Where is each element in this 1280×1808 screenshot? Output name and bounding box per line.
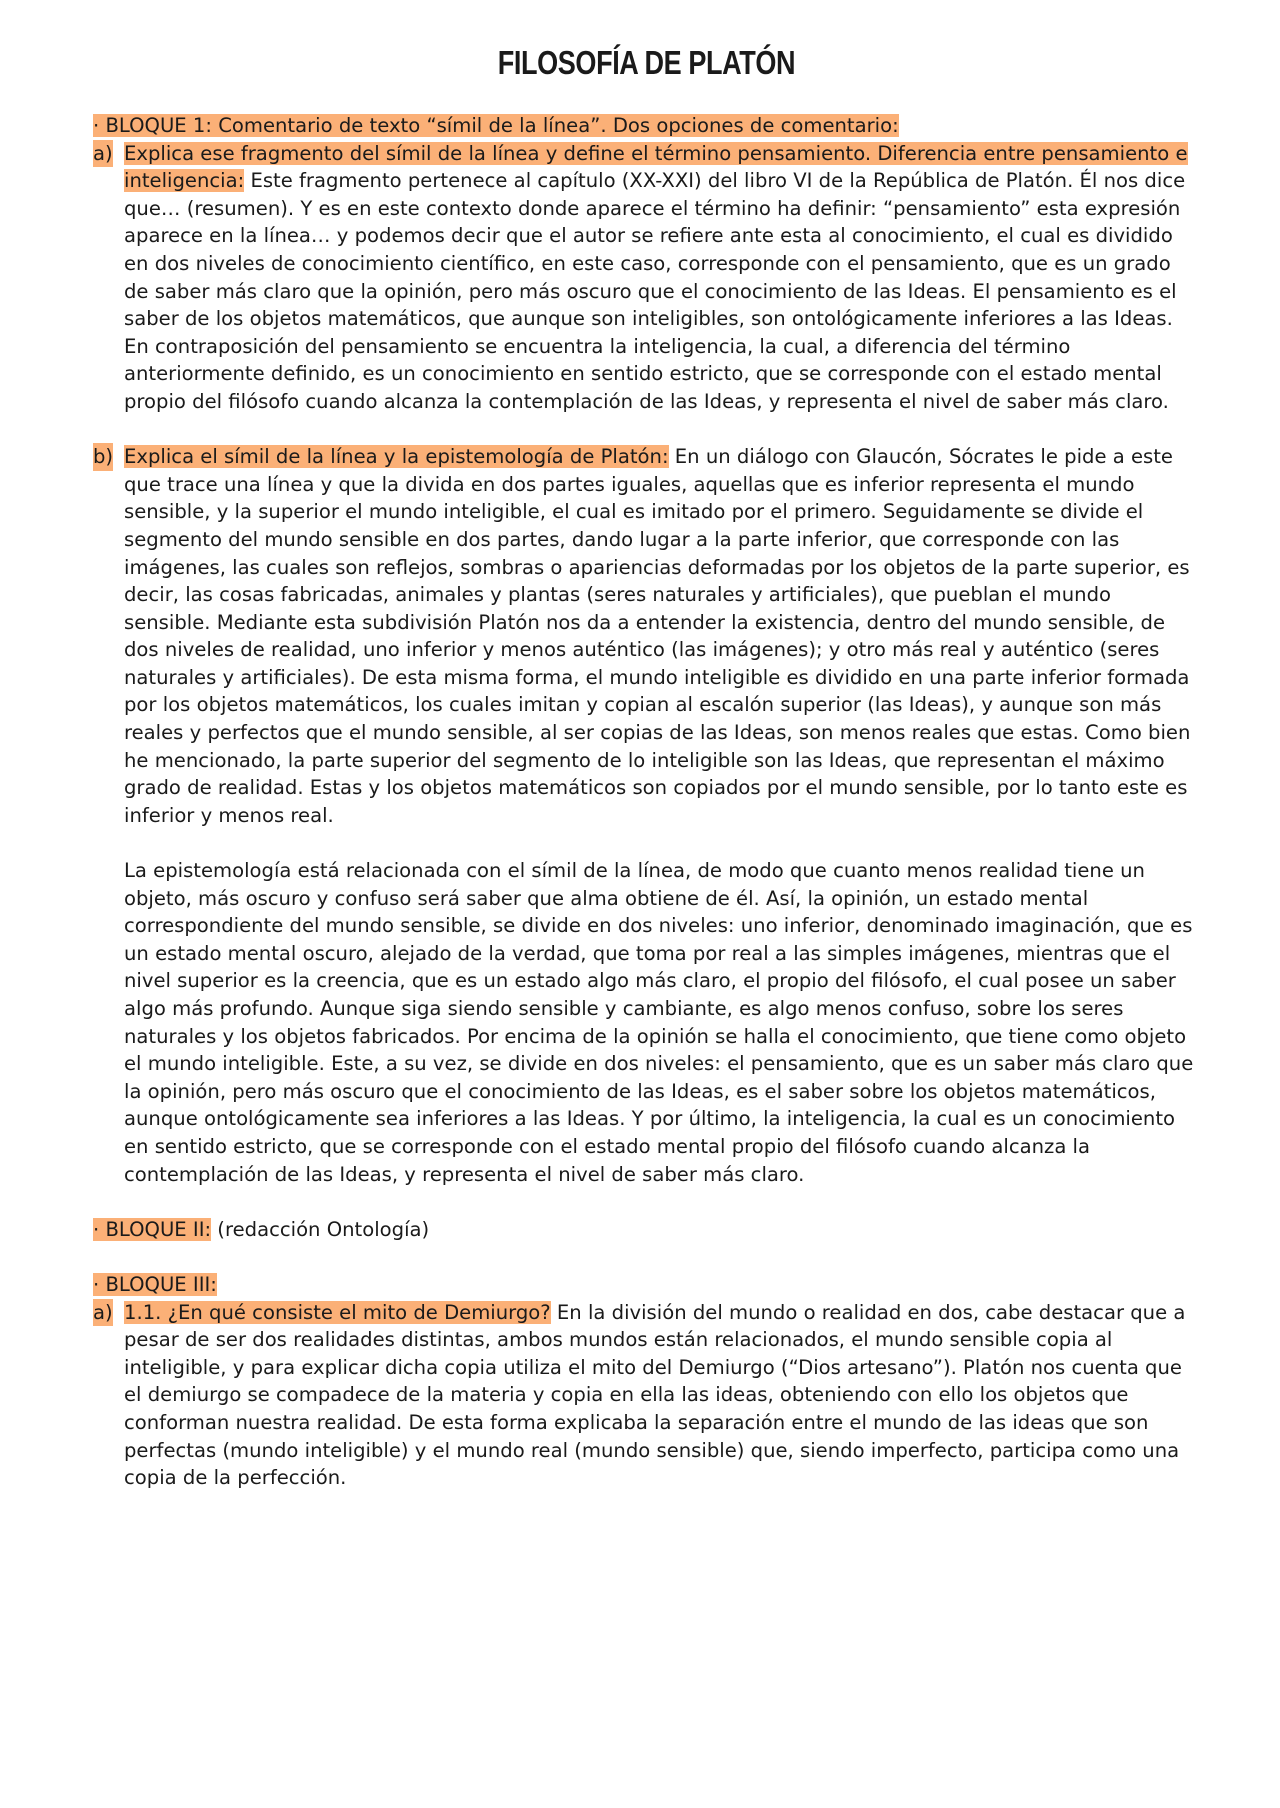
bloque-2-note: (redacción Ontología) <box>211 1217 430 1241</box>
bloque-3-option-a-answer: En la división del mundo o realidad en dos, cabe destacar que a pesar de ser dos realidades distintas, ambos mundos están relacionados, el mundo sensible copia al inteligible, y para explicar dicha copia utiliza el mito del Demiurgo (“Dios artesano”). Platón nos cuenta que el demiurgo se compadece de la materia y copia en ella las ideas, obteniendo con ello los objetos que conforman nuestra realidad. De esta forma explicaba la separación entre el mundo de las ideas que son perfectas (mundo inteligible) y el mundo real (mundo sensible) que, siendo imperfecto, participa como una copia de la perfección. <box>124 1300 1186 1490</box>
bloque-3-heading: · BLOQUE III: <box>93 1272 217 1296</box>
bloque-1-option-a <box>93 140 1200 416</box>
bloque-1-option-b <box>93 443 1200 829</box>
option-b-answer: En un diálogo con Glaucón, Sócrates le pide a este que trace una línea y que la divida en dos partes iguales, aquellas que es inferior representa el mundo sensible, y la superior el mundo inteligible, el cual es imitado por el primero. Seguidamente se divide el segmento del mundo sensible en dos partes, dando lugar a la parte inferior, que corresponde con las imágenes, las cuales son reflejos, sombras o apariencias deformadas por los objetos de la parte superior, es decir, las cosas fabricadas, animales y plantas (seres naturales y artificiales), que pueblan el mundo sensible. Mediante esta subdivisión Platón nos da a entender la existencia, dentro del mundo sensible, de dos niveles de realidad, uno inferior y menos auténtico (las imágenes); y otro más real y auténtico (seres naturales y artificiales). De esta misma forma, el mundo inteligible es dividido en una parte inferior formada por los objetos matemáticos, los cuales imitan y copian al escalón superior (las Ideas), y aunque son más reales y perfectos que el mundo sensible, al ser copias de las Ideas, son menos reales que estas. Como bien he mencionado, la parte superior del segmento de lo inteligible son las Ideas, que representan el máximo grado de realidad. Estas y los objetos matemáticos son copiados por el mundo sensible, por lo tanto este es inferior y menos real. <box>124 445 1191 827</box>
option-b-answer-continued: La epistemología está relacionada con el símil de la línea, de modo que cuanto menos realidad tiene un objeto, más oscuro y confuso será saber que alma obtiene de él. Así, la opinión, un estado mental correspondiente del mundo sensible, se divide en dos niveles: uno inferior, denominado imaginación, que es un estado mental oscuro, alejado de la verdad, que toma por real a las simples imágenes, mientras que el nivel superior es la creencia, que es un estado algo más claro, el propio del filósofo, el cual posee un saber algo más profundo. Aunque siga siendo sensible y cambiante, es algo menos confuso, sobre los seres naturales y los objetos fabricados. Por encima de la opinión se halla el conocimiento, que tiene como objeto el mundo inteligible. Este, a su vez, se divide en dos niveles: el pensamiento, que es un saber más claro que la opinión, pero más oscuro que el conocimiento de las Ideas, es el saber sobre los objetos matemáticos, aunque ontológicamente sea inferiores a las Ideas. Y por último, la inteligencia, la cual es un conocimiento en sentido estricto, que se corresponde con el estado mental propio del filósofo cuando alcanza la contemplación de las Ideas, y representa el nivel de saber más claro. <box>124 859 1194 1186</box>
option-a-answer: Este fragmento pertenece al capítulo (XX-XXI) del libro VI de la República de Platón. Él nos dice que… (resumen). Y es en este contexto donde aparece el término ha definir: “pensamiento” esta expresión aparece en la línea… y podemos decir que el autor se refiere ante esta al conocimiento, el cual es dividido en dos niveles de conocimiento científico, en este caso, corresponde con el pensamiento, que es un grado de saber más claro que la opinión, pero más oscuro que el conocimiento de las Ideas. El pensamiento es el saber de los objetos matemáticos, que aunque son inteligibles, son ontológicamente inferiores a las Ideas. En contraposición del pensamiento se encuentra la inteligencia, la cual, a diferencia del término anteriormente definido, es un conocimiento en sentido estricto, que se corresponde con el estado mental propio del filósofo cuando alcanza la contemplación de las Ideas, y representa el nivel de saber más claro. <box>124 169 1186 413</box>
option-b-question: Explica el símil de la línea y la epistemología de Platón: <box>124 445 669 469</box>
bloque-2-heading: · BLOQUE II: <box>93 1217 212 1241</box>
bloque-1 <box>93 112 1200 1188</box>
option-a-marker: a) <box>93 140 113 168</box>
bloque-3-option-a-marker: a) <box>93 1299 113 1327</box>
option-b-marker: b) <box>93 443 113 471</box>
bloque-3-option-a <box>93 1299 1200 1492</box>
bloque-3-option-a-question: 1.1. ¿En qué consiste el mito de Demiurgo? <box>124 1300 551 1324</box>
bloque-3 <box>93 1271 1200 1492</box>
page-title: FILOSOFÍA DE PLATÓN <box>497 44 796 81</box>
bloque-1-heading <box>93 112 1200 140</box>
option-a-question: Explica ese fragmento del símil de la línea y define el término pensamiento. Diferencia entre pensamiento e inteligencia: <box>124 141 1188 193</box>
bloque-1-heading-text: · BLOQUE 1: Comentario de texto “símil de la línea”. Dos opciones de comentario: <box>93 114 899 137</box>
bloque-2 <box>93 1216 1200 1244</box>
